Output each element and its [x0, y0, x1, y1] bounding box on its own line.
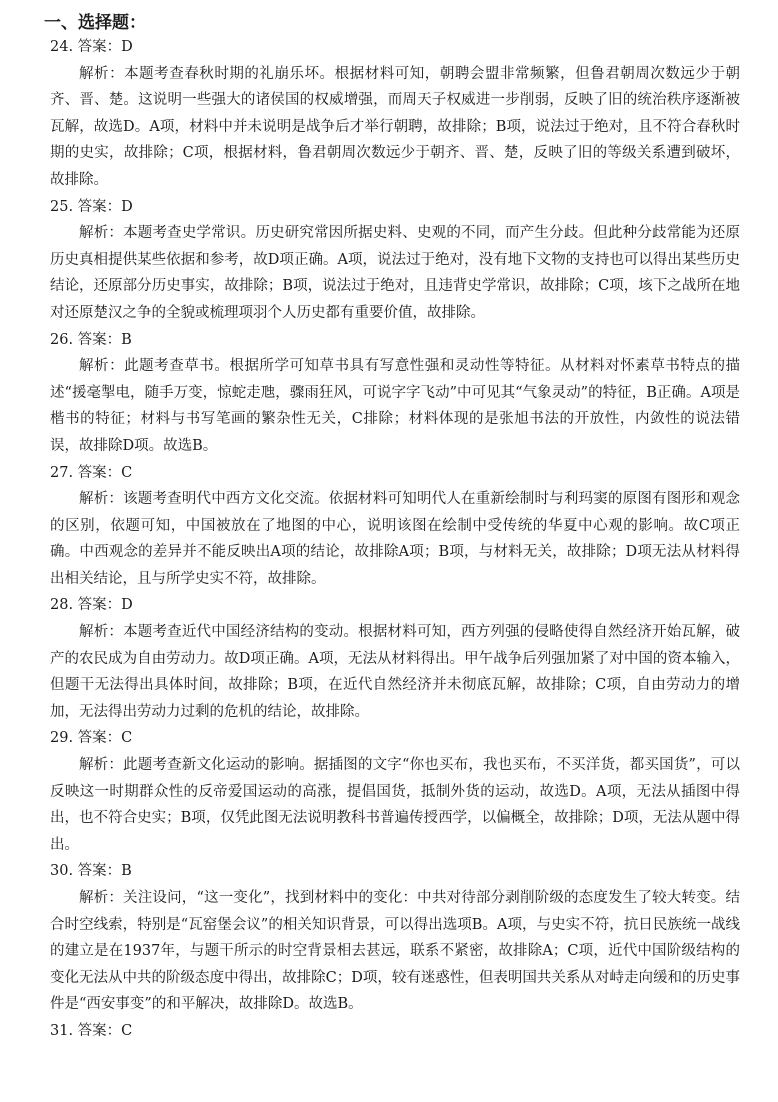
- question-25: [50, 194, 740, 327]
- question-30: [50, 858, 740, 1018]
- answer-line: 31. 答案：C: [50, 1022, 133, 1039]
- answer-line: 25. 答案：D: [50, 198, 133, 215]
- answer-line: 28. 答案：D: [50, 597, 133, 614]
- analysis-paragraph: 解析：本题考查史学常识。历史研究常因所据史料、史观的不同，而产生分歧。但此种分歧常能为还原历史真相提供某些依据和参考，故D项正确。A项，说法过于绝对，没有地下文物的支持也可以得出某些历史结论，还原部分历史事实，故排除；B项，说法过于绝对，且违背史学常识，故排除；C项，垓下之战所在地对还原楚汉之争的全貌或梳理项羽个人历史都有重要价值，故排除。: [50, 225, 740, 321]
- analysis-paragraph: 解析：本题考查近代中国经济结构的变动。根据材料可知，西方列强的侵略使得自然经济开始瓦解，破产的农民成为自由劳动力。故D项正确。A项，无法从材料得出。甲午战争后列强加紧了对中国的资本输入，但题干无法得出具体时间，故排除；B项，在近代自然经济并未彻底瓦解，故排除；C项，自由劳动力的增加，无法得出劳动力过剩的危机的结论，故排除。: [50, 624, 740, 720]
- question-31: [50, 1018, 740, 1045]
- analysis-paragraph: 解析：此题考查草书。根据所学可知草书具有写意性强和灵动性等特征。从材料对怀素草书特点的描述“援毫掣电，随手万变，惊蛇走虺，骤雨狂风，可说字字飞动”中可见其“气象灵动”的特征，B正确。A项是楷书的特征；材料与书写笔画的繁杂性无关，C排除；材料体现的是张旭书法的开放性，内敛性的说法错误，故排除D项。故选B。: [50, 358, 740, 454]
- answer-line: 27. 答案：C: [50, 464, 133, 481]
- question-29: [50, 725, 740, 858]
- question-26: [50, 327, 740, 460]
- answer-line: 29. 答案：C: [50, 730, 133, 747]
- answer-line: 30. 答案：B: [50, 863, 132, 880]
- analysis-paragraph: 解析：关注设问，“这一变化”，找到材料中的变化：中共对待部分剥削阶级的态度发生了较大转变。结合时空线索，特别是“瓦窑堡会议”的相关知识背景，可以得出选项B。A项，与史实不符，抗日民族统一战线的建立是在1937年，与题干所示的时空背景相去甚远，联系不紧密，故排除A；C项，近代中国阶级结构的变化无法从中共的阶级态度中得出，故排除C；D项，较有迷惑性，但表明国共关系从对峙走向缓和的历史事件是“西安事变”的和平解决，故排除D。故选B。: [50, 890, 740, 1013]
- question-28: [50, 592, 740, 725]
- question-24: [50, 34, 740, 194]
- analysis-paragraph: 解析：此题考查新文化运动的影响。据插图的文字“你也买布，我也买布，不买洋货，都买国货”，可以反映这一时期群众性的反帝爱国运动的高涨，提倡国货，抵制外货的运动，故选D。A项，无法从插图中得出，也不符合史实；B项，仅凭此图无法说明教科书普遍传授西学，以偏概全，故排除；D项，无法从题中得出。: [50, 757, 740, 853]
- analysis-paragraph: 解析：该题考查明代中西方文化交流。依据材料可知明代人在重新绘制时与利玛窦的原图有图形和观念的区别，依题可知，中国被放在了地图的中心，说明该图在绘制中受传统的华夏中心观的影响。故C项正确。中西观念的差异并不能反映出A项的结论，故排除A项；B项，与材料无关，故排除；D项无法从材料得出相关结论，且与所学史实不符，故排除。: [50, 491, 740, 587]
- question-27: [50, 460, 740, 593]
- answer-line: 24. 答案：D: [50, 39, 133, 55]
- answer-sheet-page: [44, 12, 740, 1045]
- answer-line: 26. 答案：B: [50, 331, 132, 348]
- section-title: 一、选择题：: [44, 13, 146, 33]
- analysis-paragraph: 解析：本题考查春秋时期的礼崩乐坏。根据材料可知，朝聘会盟非常频繁，但鲁君朝周次数远少于朝齐、晋、楚。这说明一些强大的诸侯国的权威增强，而周天子权威进一步削弱，反映了旧的统治秩序逐渐被瓦解，故选D。A项，材料中并未说明是战争后才举行朝聘，故排除；B项，说法过于绝对，且不符合春秋时期的史实，故排除；C项，根据材料，鲁君朝周次数远少于朝齐、晋、楚，反映了旧的等级关系遭到破坏，故排除。: [50, 65, 740, 188]
